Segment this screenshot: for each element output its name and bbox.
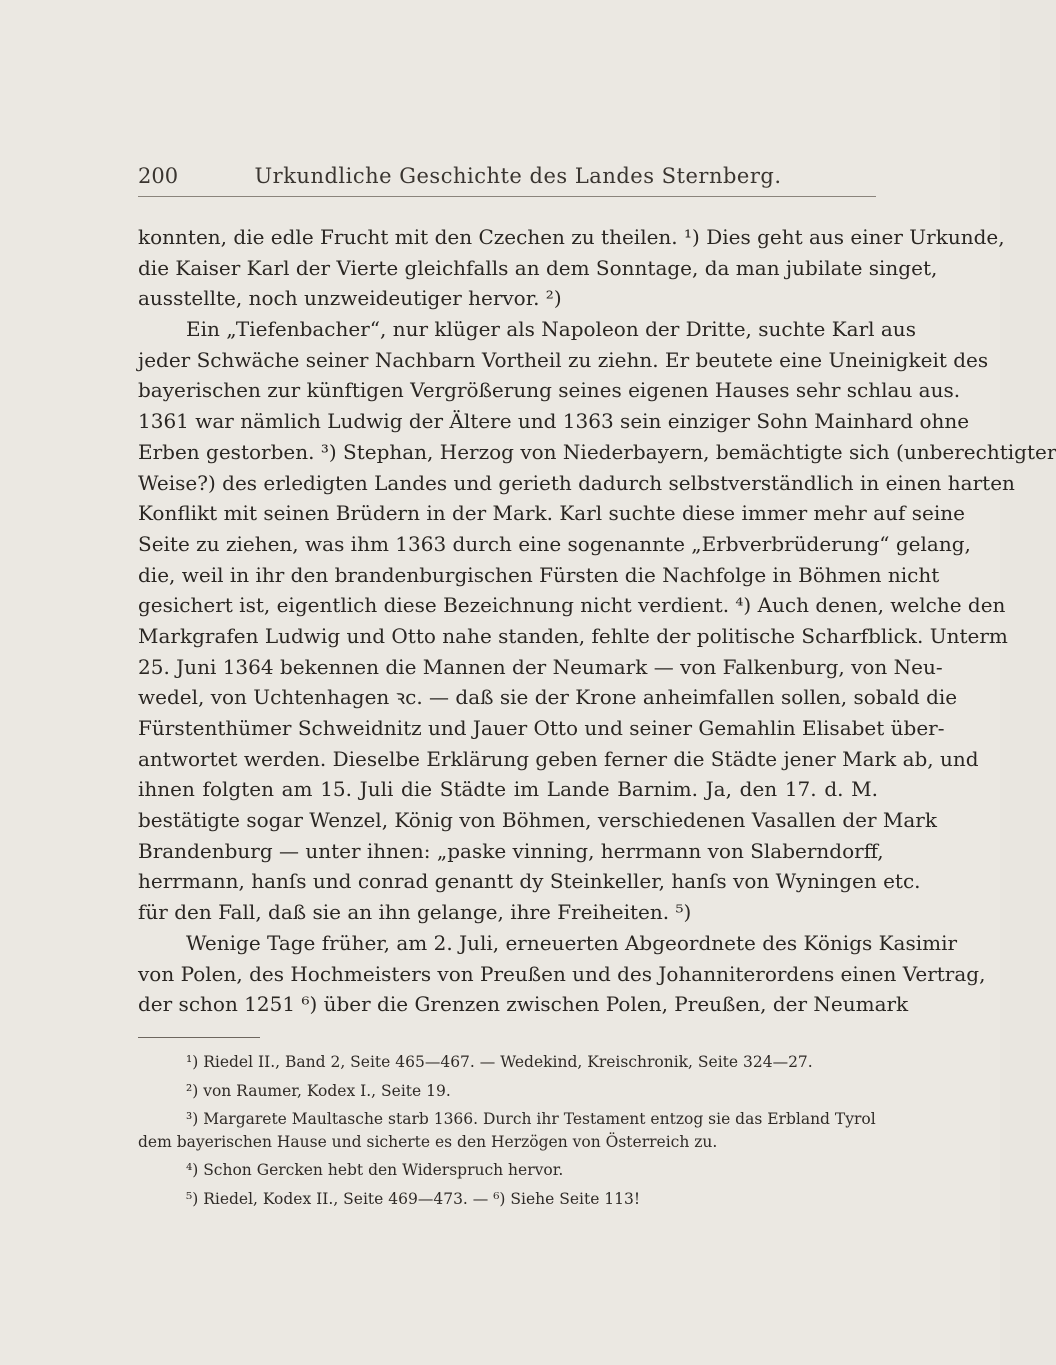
body-line: ausstellte, noch unzweideutiger hervor. ²) — [138, 286, 562, 311]
footnote: ¹) Riedel II., Band 2, Seite 465—467. — Wedekind, Kreischronik, Seite 324—27. — [186, 1053, 813, 1071]
body-line: antwortet werden. Dieselbe Erklärung geben ferner die Städte jener Mark ab, und — [138, 746, 979, 771]
body-line: bestätigte sogar Wenzel, König von Böhmen, verschiedenen Vasallen der Mark — [138, 808, 937, 833]
footnote-rule — [138, 1037, 260, 1038]
body-line: Weise?) des erledigten Landes und gerieth dadurch selbstverständlich in einen harten — [138, 470, 1015, 495]
body-line: Wenige Tage früher, am 2. Juli, erneuerten Abgeordnete des Königs Kasimir — [186, 930, 958, 955]
body-line: von Polen, des Hochmeisters von Preußen und des Johanniterordens einen Vertrag, — [138, 961, 986, 986]
body-line: die, weil in ihr den brandenburgischen Fürsten die Nachfolge in Böhmen nicht — [138, 562, 940, 587]
footnote-continuation: dem bayerischen Hause und sicherte es den Herzögen von Österreich zu. — [138, 1132, 718, 1151]
body-line: 25. Juni 1364 bekennen die Mannen der Neumark — von Falkenburg, von Neu- — [138, 654, 943, 679]
body-line: für den Fall, daß sie an ihn gelange, ihre Freiheiten. ⁵) — [138, 900, 692, 925]
footnote: ³) Margarete Maultasche starb 1366. Durch ihr Testament entzog sie das Erbland Tyrol — [186, 1110, 876, 1129]
body-line: wedel, von Uchtenhagen ꝛc. — daß sie der Krone anheimfallen sollen, sobald die — [138, 685, 958, 710]
body-line: Fürstenthümer Schweidnitz und Jauer Otto und seiner Gemahlin Elisabet über- — [138, 716, 945, 740]
body-line: Markgrafen Ludwig und Otto nahe standen, fehlte der politische Scharfblick. Unterm — [138, 623, 1008, 648]
footnote: ²) von Raumer, Kodex I., Seite 19. — [186, 1081, 451, 1100]
body-line: Brandenburg — unter ihnen: „paske vinning, herrmann von Slaberndorff, — [138, 838, 884, 863]
body-line: gesichert ist, eigentlich diese Bezeichnung nicht verdient. ⁴) Auch denen, welche den — [138, 593, 1006, 618]
footnote: ⁵) Riedel, Kodex II., Seite 469—473. — ⁶) Siehe Seite 113! — [186, 1189, 641, 1208]
header-rule — [138, 196, 876, 197]
running-title: Urkundliche Geschichte des Landes Sternberg. — [254, 164, 782, 188]
body-line: ihnen folgten am 15. Juli die Städte im Lande Barnim. Ja, den 17. d. M. — [138, 777, 878, 802]
body-line: 1361 war nämlich Ludwig der Ältere und 1363 sein einziger Sohn Mainhard ohne — [138, 409, 970, 434]
body-line: Seite zu ziehen, was ihm 1363 durch eine sogenannte „Erbverbrüderung“ gelang, — [138, 531, 971, 556]
body-line: der schon 1251 ⁶) über die Grenzen zwischen Polen, Preußen, der Neumark — [138, 992, 909, 1017]
running-header — [138, 164, 878, 196]
body-line: die Kaiser Karl der Vierte gleichfalls an dem Sonntage, da man jubilate singet, — [138, 255, 938, 280]
body-text — [138, 222, 1056, 1020]
body-line: bayerischen zur künftigen Vergrößerung seines eigenen Hauses sehr schlau aus. — [138, 378, 961, 403]
body-line: Konflikt mit seinen Brüdern in der Mark. Karl suchte diese immer mehr auf seine — [138, 501, 965, 526]
body-line: jeder Schwäche seiner Nachbarn Vortheil zu ziehn. Er beutete eine Uneinigkeit des — [138, 347, 989, 372]
footnotes — [138, 1051, 878, 1211]
page-number: 200 — [138, 164, 179, 188]
body-line: Ein „Tiefenbacher“, nur klüger als Napoleon der Dritte, suchte Karl aus — [186, 317, 916, 342]
body-line: konnten, die edle Frucht mit den Czechen zu theilen. ¹) Dies geht aus einer Urkunde, — [138, 225, 1005, 249]
body-line: herrmann, hanſs und conrad genantt dy Steinkeller, hanſs von Wyningen etc. — [138, 869, 921, 894]
body-line: Erben gestorben. ³) Stephan, Herzog von Niederbayern, bemächtigte sich (unberechtigter — [138, 439, 1056, 464]
footnote: ⁴) Schon Gercken hebt den Widerspruch hervor. — [186, 1161, 564, 1180]
